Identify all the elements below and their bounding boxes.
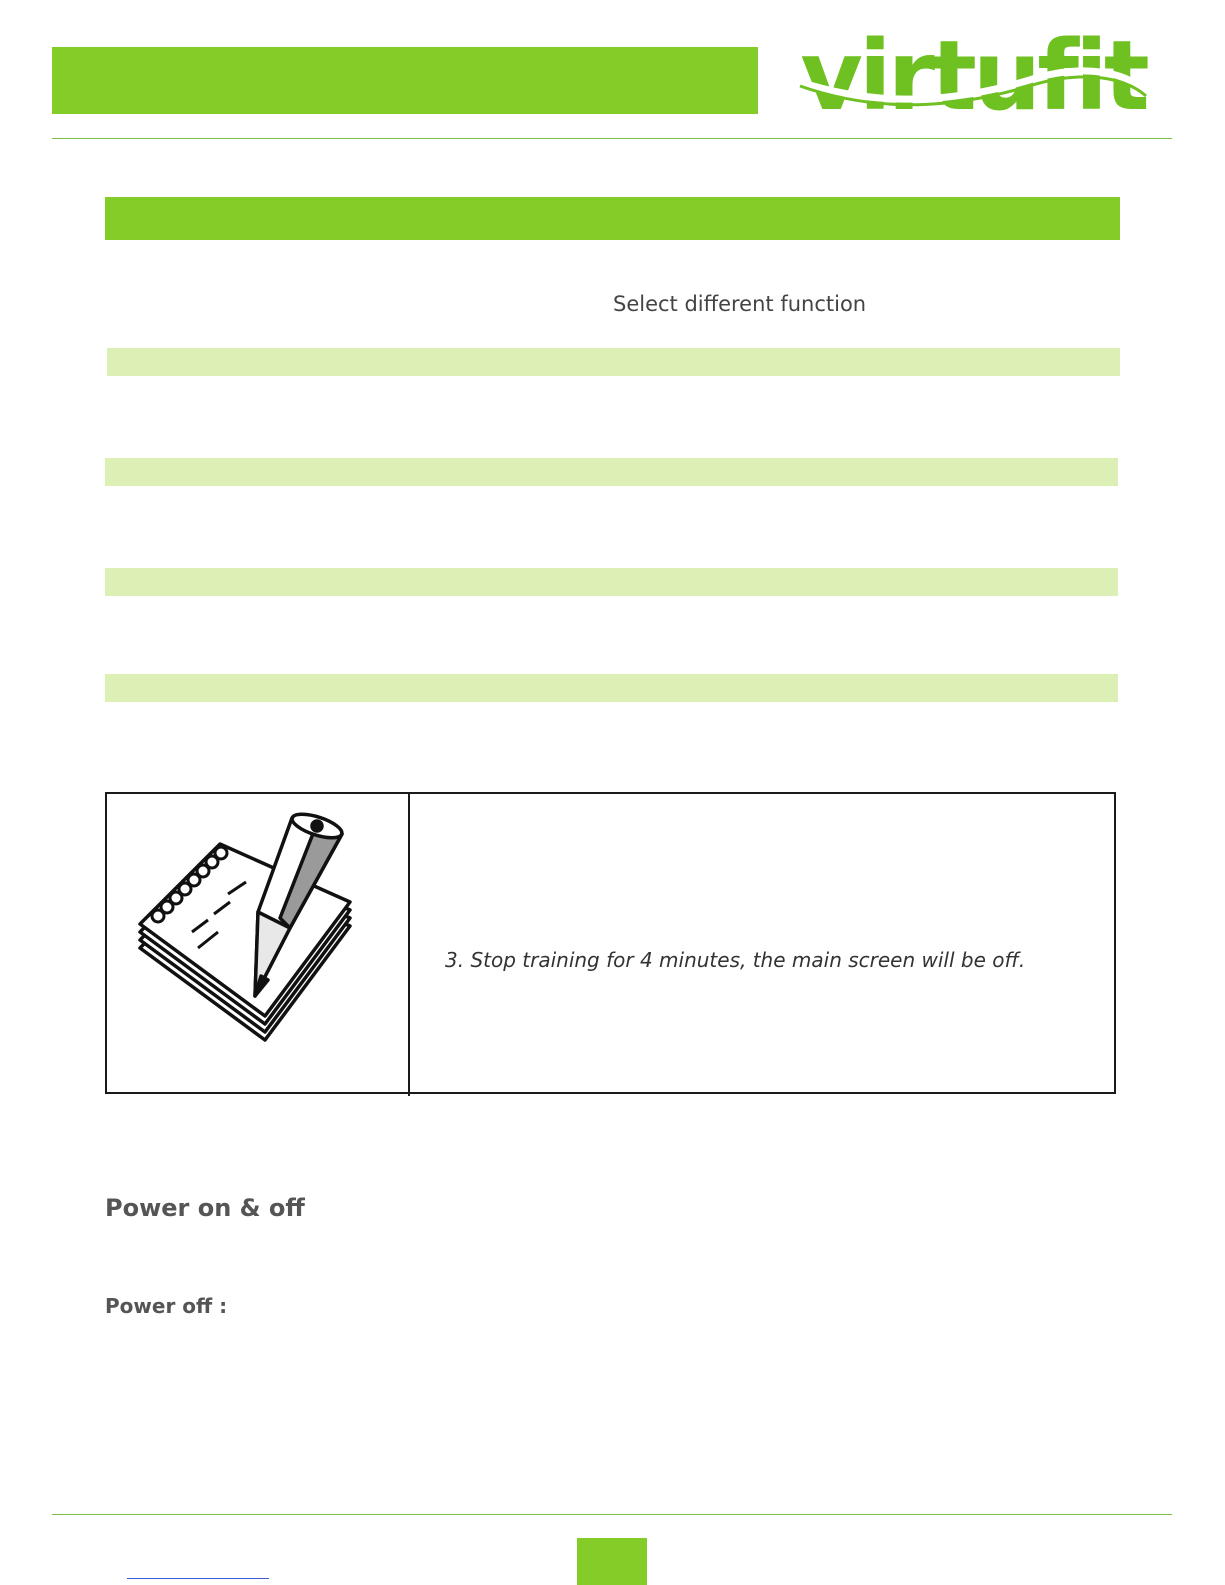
table-row-stripe [105,458,1118,486]
page-number-tab [577,1538,647,1585]
power-off-label: Power off : [105,1294,228,1318]
header-rule [52,138,1172,139]
brand-logo [796,20,1150,132]
logo-wordmark: virtufit [800,20,1146,132]
table-row-stripe [107,348,1120,376]
power-section-title: Power on & off [105,1194,305,1222]
table-row-stripe [105,568,1118,596]
table-row-stripe [105,674,1118,702]
notepad-pencil-icon [130,808,370,1058]
logo-swoosh-icon [796,20,1150,132]
note-text: 3. Stop training for 4 minutes, the main screen will be off. [445,948,1026,972]
footer-link[interactable] [127,1578,269,1579]
section-title-bar [105,197,1120,240]
section-subtitle: Select different function [613,292,867,316]
note-divider [408,792,410,1096]
header-band [52,47,758,114]
footer-rule [52,1514,1172,1515]
